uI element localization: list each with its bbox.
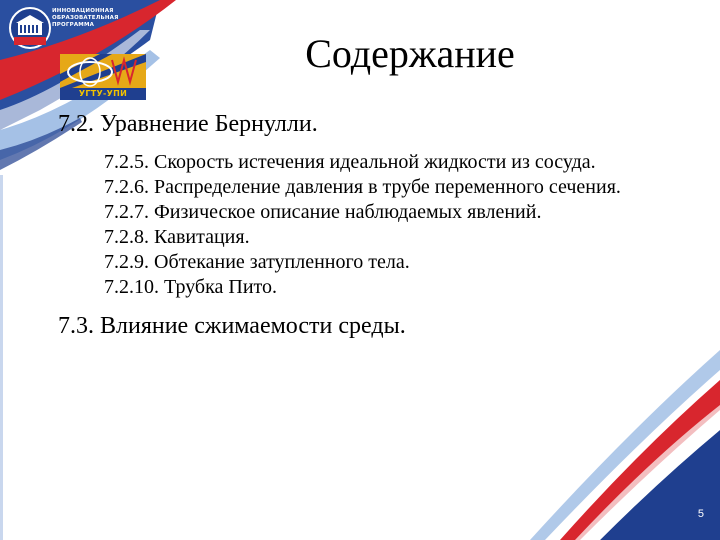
slide-content [58, 108, 678, 342]
program-logo-line: ИННОВАЦИОННАЯ [52, 8, 114, 14]
university-logo-icon [60, 54, 146, 88]
page-number: 5 [697, 508, 704, 520]
subsection-list [104, 150, 678, 300]
section-heading: 7.2. Уравнение Бернулли. [58, 111, 318, 137]
list-item: 7.2.7. Физическое описание наблюдаемых явлений. [104, 201, 542, 223]
list-item: 7.2.10. Трубка Пито. [104, 276, 278, 298]
slide-title: Содержание [305, 31, 515, 76]
university-emblem-icon [8, 6, 52, 52]
list-item: 7.2.9. Обтекание затупленного тела. [104, 251, 410, 273]
program-logo-line: ПРОГРАММА [52, 22, 95, 28]
list-item: 7.2.8. Кавитация. [104, 226, 250, 248]
list-item: 7.2.5. Скорость истечения идеальной жидкости из сосуда. [104, 151, 596, 173]
list-item: 7.2.6. Распределение давления в трубе переменного сечения. [104, 176, 621, 198]
program-logo-text [52, 8, 124, 29]
program-logo-line: ОБРАЗОВАТЕЛЬНАЯ [52, 15, 119, 21]
university-logo [60, 54, 146, 100]
program-logo [6, 4, 122, 54]
university-logo-caption: УГТУ-УПИ [60, 88, 146, 100]
section-heading: 7.3. Влияние сжимаемости среды. [58, 313, 406, 339]
